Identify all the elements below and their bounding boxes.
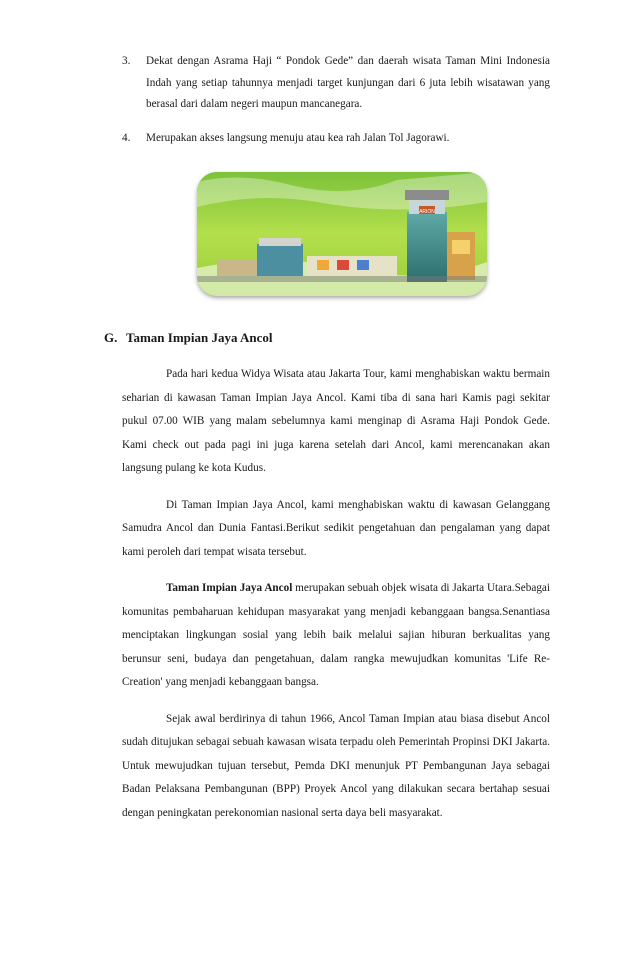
- mall-illustration: [197, 172, 487, 296]
- list-text: Merupakan akses langsung menuju atau kea rah Jalan Tol Jagorawi.: [146, 131, 450, 144]
- section-title: Taman Impian Jaya Ancol: [126, 330, 273, 345]
- paragraph: Pada hari kedua Widya Wisata atau Jakarta Tour, kami menghabiskan waktu bermain seharian di kawasan Taman Impian Jaya Ancol. Kami tiba di sana hari Kamis pagi sekitar pukul 07.00 WIB yang malam sebelumnya kami menginap di Asrama Haji Pondok Gede. Kami check out pada pagi ini juga karena setelah dari Ancol, kami merencanakan akan langsung pulang ke kota Kudus.: [122, 368, 550, 474]
- numbered-list: [122, 51, 550, 161]
- list-item: [122, 128, 550, 150]
- mall-photo: [197, 172, 487, 296]
- list-text: Dekat dengan Asrama Haji “ Pondok Gede” dan daerah wisata Taman Mini Indonesia Indah yang setiap tahunnya menjadi target kunjungan dari 6 juta lebih wisatawan yang berasal dari dalam negeri maupun mancanegara.: [146, 55, 550, 110]
- list-number: 4.: [122, 131, 131, 144]
- paragraph: Di Taman Impian Jaya Ancol, kami menghabiskan waktu di kawasan Gelanggang Samudra Ancol dan Dunia Fantasi.Berikut sedikit pengetahuan dan pengalaman yang dapat kami peroleh dari tempat wisata tersebut.: [122, 498, 550, 558]
- list-item: [122, 51, 550, 116]
- list-number: 3.: [122, 55, 131, 67]
- paragraph: Sejak awal berdirinya di tahun 1966, Ancol Taman Impian atau biasa disebut Ancol sudah ditujukan sebagai sebuah kawasan wisata terpadu oleh Pemerintah Propinsi DKI Jakarta. Untuk mewujudkan tujuan tersebut, Pemda DKI menunjuk PT Pembangunan Jaya sebagai Badan Pelaksana Pembangunan (BPP) Proyek Ancol yang dilakukan secara bertahap sesuai dengan peningkatan perekonomian nasional serta daya beli masyarakat.: [122, 712, 550, 819]
- section-heading: [104, 330, 273, 346]
- body-text: [122, 363, 550, 838]
- paragraph-rest: merupakan sebuah objek wisata di Jakarta Utara.Sebagai komunitas pembaharuan kehidupan masyarakat yang menjadi kebanggaan bangsa.Senantiasa menciptakan lingkungan sosial yang lebih baik melalui sajian hiburan berkualitas yang berunsur seni, budaya dan pengetahuan, dalam rangka mewujudkan komunitas 'Life Re-Creation' yang menjadi kebanggaan bangsa.: [122, 582, 550, 688]
- section-letter: G.: [104, 330, 118, 345]
- bold-term: Taman Impian Jaya Ancol: [166, 582, 293, 594]
- paragraph: [122, 577, 550, 695]
- building-sign: ARION: [419, 209, 435, 215]
